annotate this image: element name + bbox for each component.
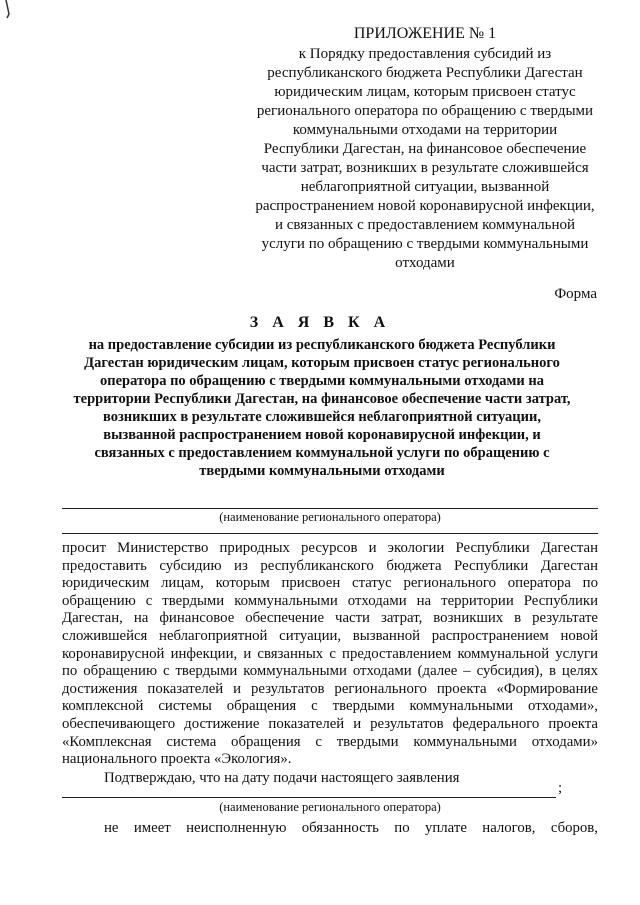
appendix-line: части затрат, возникших в результате сложившейся bbox=[261, 160, 589, 176]
confirm-text: Подтверждаю, что на дату подачи настоящего заявления bbox=[104, 770, 460, 786]
appendix-line: услуги по обращению с твердыми коммунальными bbox=[261, 236, 589, 252]
staple-mark-icon bbox=[4, 0, 14, 20]
appendix-line: регионального оператора по обращению с твердыми bbox=[256, 103, 594, 119]
appendix-line: и связанных с предоставлением коммунальной bbox=[274, 217, 576, 233]
appendix-line: отходами bbox=[395, 255, 455, 271]
appendix-line: распространением новой коронавирусной инфекции, bbox=[255, 198, 595, 214]
document-heading: З А Я В К А bbox=[249, 314, 391, 331]
subtitle-line: твердыми коммунальными отходами bbox=[199, 463, 445, 479]
subtitle-line: возникших в результате сложившейся неблагоприятной ситуации, bbox=[103, 409, 541, 425]
operator-caption-2: (наименование регионального оператора) bbox=[219, 800, 441, 814]
subtitle-line: территории Республики Дагестан, на финансовое обеспечение части затрат, bbox=[73, 391, 571, 407]
subtitle-line: оператора по обращению с твердыми коммунальными отходами на bbox=[99, 373, 545, 389]
appendix-line: республиканского бюджета Республики Дагестан bbox=[267, 65, 583, 81]
operator-name-line-2[interactable] bbox=[62, 533, 598, 534]
operator-caption-1: (наименование регионального оператора) bbox=[219, 510, 441, 524]
subtitle-line: Дагестан юридическим лицам, которым присвоен статус регионального bbox=[84, 355, 560, 371]
subtitle-line: на предоставление субсидии из республиканского бюджета Республики bbox=[88, 337, 556, 353]
request-paragraph bbox=[62, 540, 598, 769]
appendix-line: юридическим лицам, которым присвоен статус bbox=[274, 84, 576, 100]
appendix-title: ПРИЛОЖЕНИЕ № 1 bbox=[353, 25, 497, 42]
obligation-text: не имеет неисполненную обязанность по уплате налогов, сборов, bbox=[104, 820, 598, 836]
appendix-line: неблагоприятной ситуации, вызванной bbox=[300, 179, 550, 195]
semicolon: ; bbox=[558, 780, 563, 796]
appendix-block bbox=[255, 24, 595, 273]
form-label: Форма bbox=[554, 286, 597, 302]
subtitle-line: вызванной распространением новой коронавирусной инфекции, и bbox=[103, 427, 541, 443]
subtitle-line: связанных с предоставлением коммунальной услуги по обращению с bbox=[94, 445, 550, 461]
request-text: просит Министерство природных ресурсов и экологии Республики Дагестан предоставить субсидию из республиканского бюджета Республики Дагестан юридическим лицам, которым присвоен статус регионального оператора по обращению с твердыми коммунальными отходами на территории Республики Дагестан, на финансовое обеспечение части затрат, возникших в результате сложившейся неблагоприятной ситуации, вызванной распространением новой коронавирусной инфекции, и связанных с предоставлением коммунальной услуги по обращению с твердыми коммунальными отходами (далее – субсидия), в целях достижения показателей и результатов регионального проекта «Формирование комплексной системы обращения с твердыми коммунальными отходами», обеспечивающего достижение показателей и результатов федерального проекта «Комплексная система обращения с твердыми коммунальными отходами» национального проекта «Экология». bbox=[62, 540, 598, 768]
operator-name-line-1[interactable] bbox=[62, 508, 598, 509]
document-subtitle bbox=[62, 336, 582, 480]
appendix-line: к Порядку предоставления субсидий из bbox=[298, 46, 552, 62]
appendix-line: коммунальными отходами на территории bbox=[292, 122, 558, 138]
appendix-line: Республики Дагестан, на финансовое обеспечение bbox=[263, 141, 587, 157]
operator-name-line-3[interactable] bbox=[62, 797, 556, 798]
